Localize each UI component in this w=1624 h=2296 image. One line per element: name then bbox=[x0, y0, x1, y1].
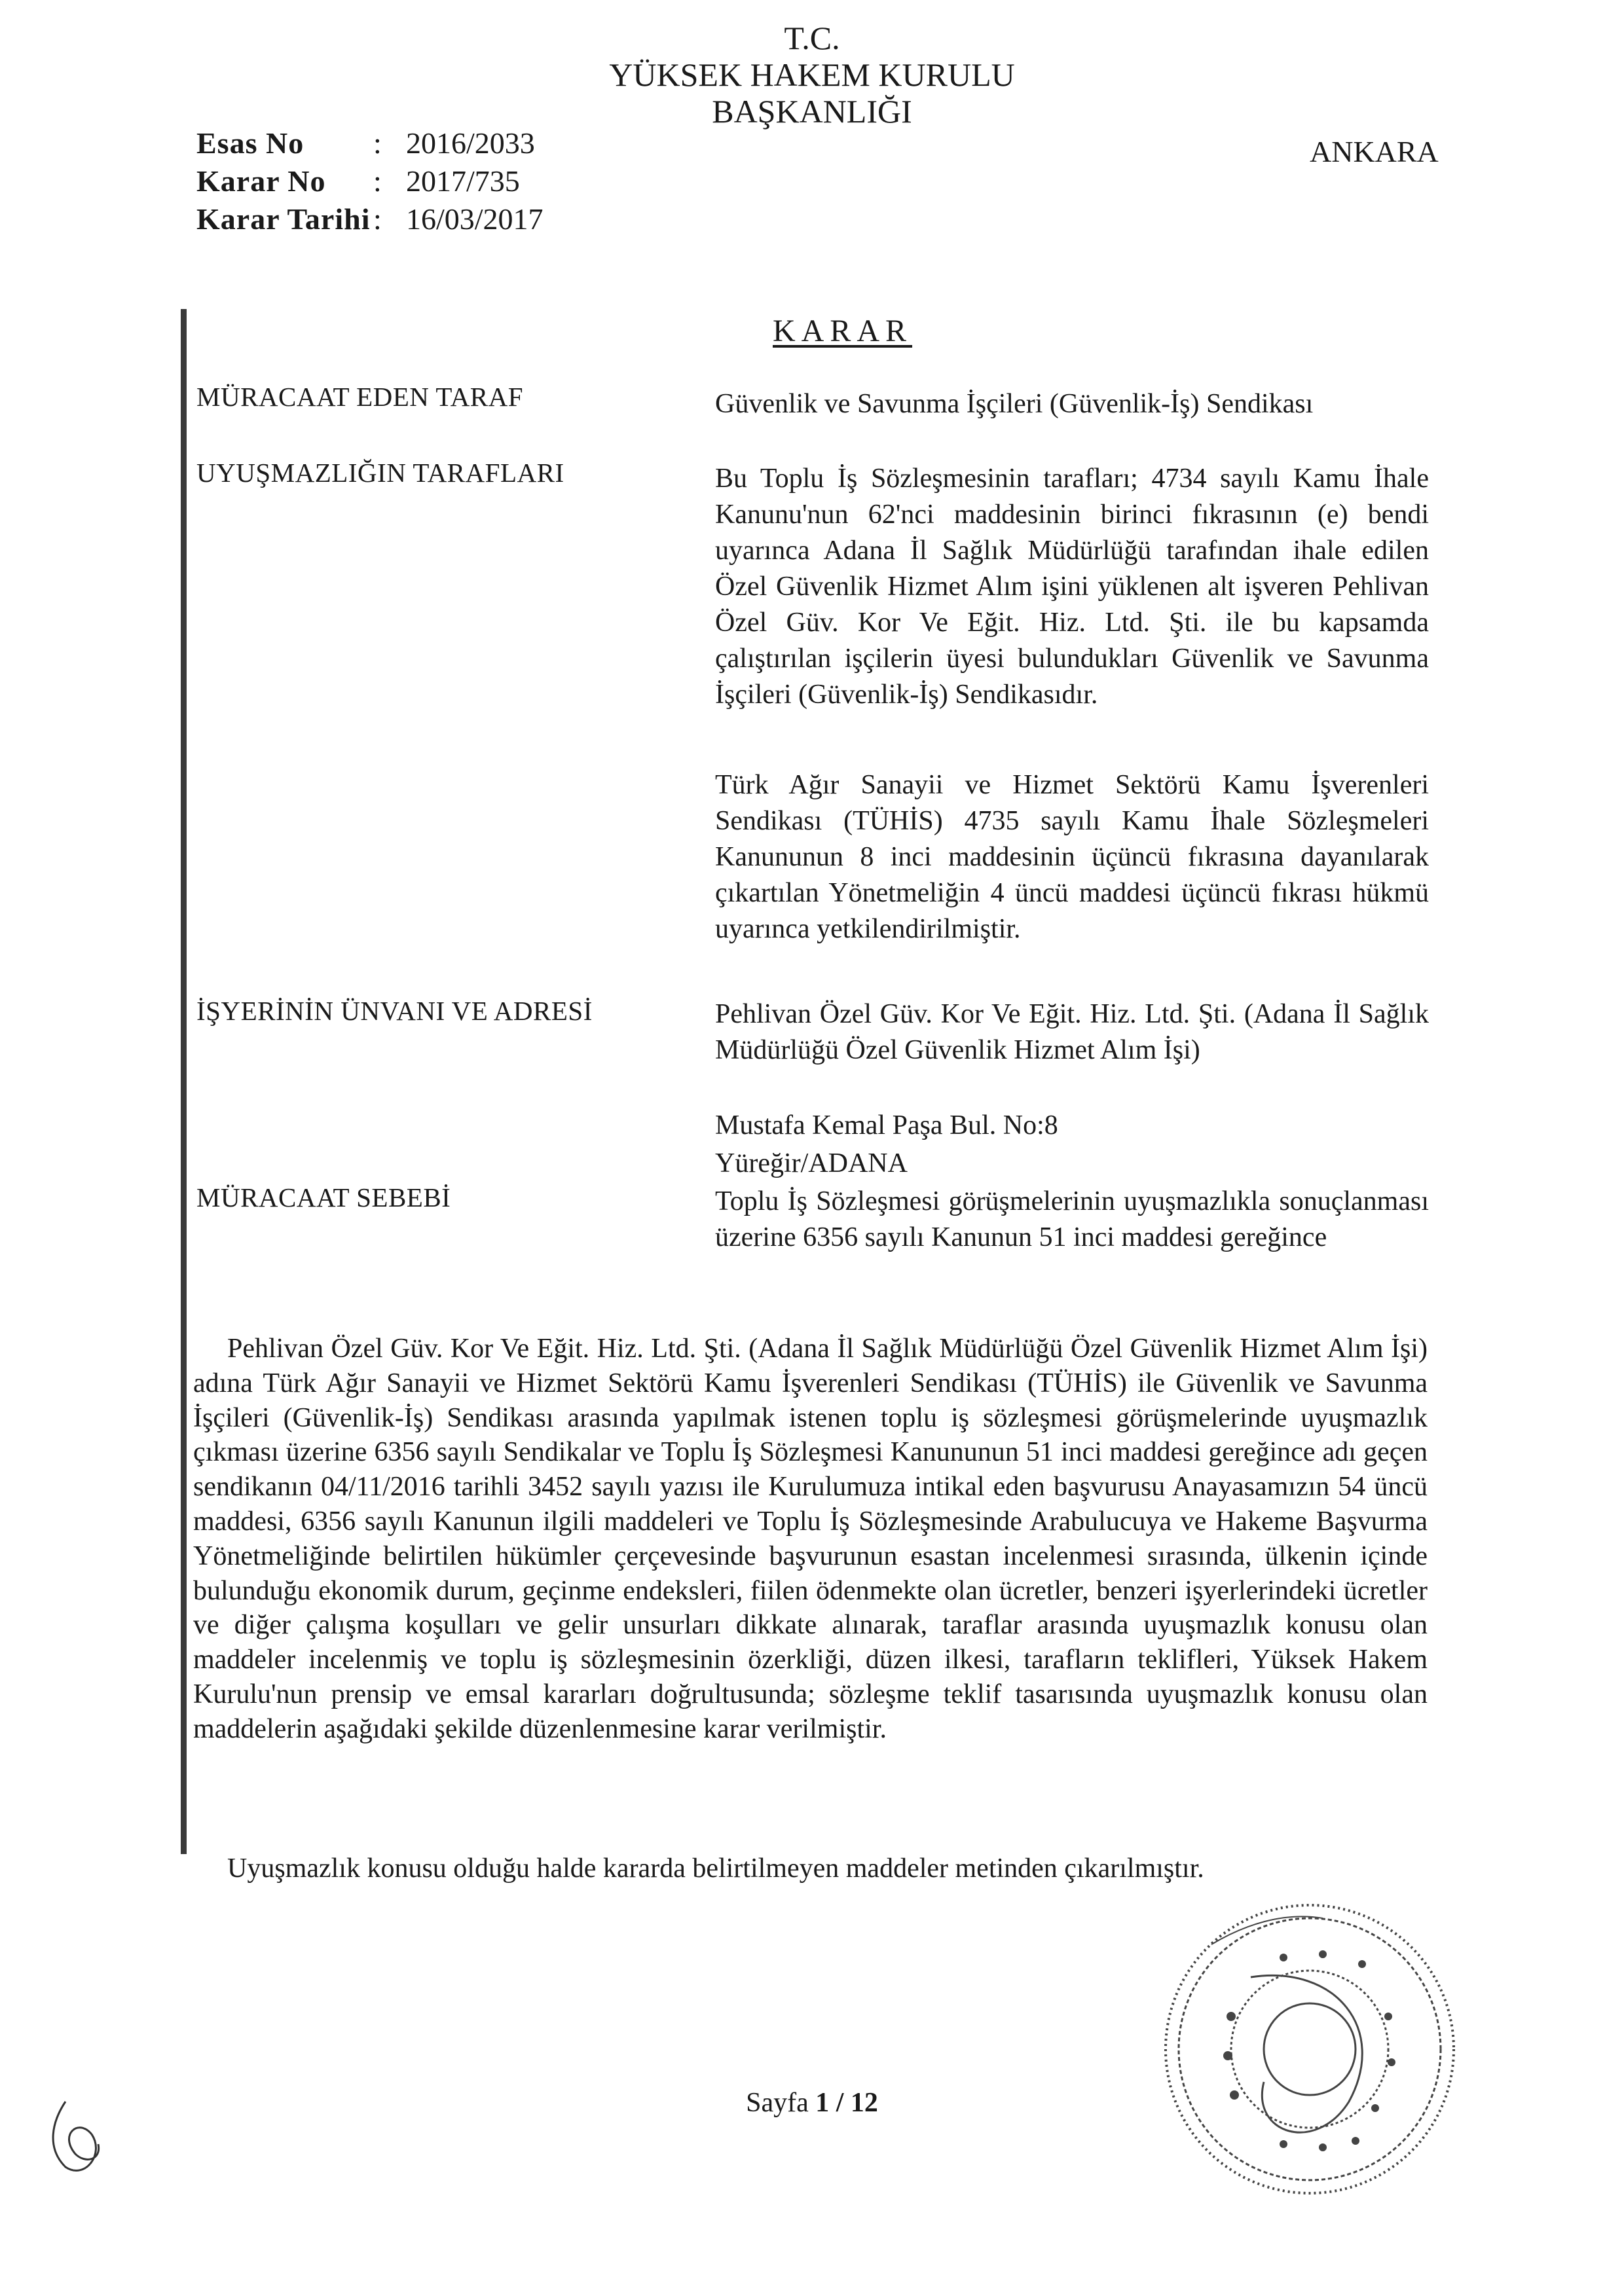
applicant-label: MÜRACAAT EDEN TARAF bbox=[196, 382, 524, 412]
case-meta-block bbox=[196, 124, 602, 238]
reason-value: Toplu İş Sözleşmesi görüşmelerinin uyuşmazlıkla sonuçlanması üzerine 6356 sayılı Kanunun 51 inci maddesi gereğince bbox=[715, 1186, 1429, 1252]
tarih-label: Karar Tarihi bbox=[196, 202, 371, 236]
margin-rule bbox=[181, 309, 187, 1854]
meta-row-esas bbox=[196, 124, 602, 162]
institution-header bbox=[557, 20, 1067, 130]
reason-label: MÜRACAAT SEBEBİ bbox=[196, 1182, 451, 1212]
esas-value: 2016/2033 bbox=[406, 126, 535, 160]
header-tc: T.C. bbox=[784, 20, 840, 56]
parties-value-2: Türk Ağır Sanayii ve Hizmet Sektörü Kamu İşverenleri Sendikası (TÜHİS) 4735 sayılı Kamu İhale Sözleşmeleri Kanununun 8 inci maddesinin üçüncü fıkrasına dayanılarak çıkartılan Yönetmeliğin 4 üncü maddesi üçüncü fıkrası hükmü uyarınca yetkilendirilmiştir. bbox=[715, 770, 1429, 944]
page-prefix: Sayfa bbox=[746, 2088, 809, 2118]
tarih-value: 16/03/2017 bbox=[406, 202, 544, 236]
parties-label: UYUŞMAZLIĞIN TARAFLARI bbox=[196, 458, 564, 488]
city-label: ANKARA bbox=[1310, 135, 1439, 168]
meta-colon: : bbox=[373, 202, 382, 236]
applicant-value: Güvenlik ve Savunma İşçileri (Güvenlik-İş) Sendikası bbox=[715, 389, 1314, 419]
decision-closing-paragraph: Uyuşmazlık konusu olduğu halde kararda belirtilmeyen maddeler metinden çıkarılmıştır. bbox=[227, 1853, 1204, 1884]
meta-row-tarih bbox=[196, 200, 602, 238]
workplace-value-name: Pehlivan Özel Güv. Kor Ve Eğit. Hiz. Ltd. Şti. (Adana İl Sağlık Müdürlüğü Özel Güvenlik Hizmet Alım İşi) bbox=[715, 999, 1429, 1065]
page-current: 1 / 12 bbox=[815, 2088, 878, 2118]
workplace-label: İŞYERİNİN ÜNVANI VE ADRESİ bbox=[196, 996, 593, 1026]
karar-label: Karar No bbox=[196, 164, 326, 198]
workplace-value-street: Mustafa Kemal Paşa Bul. No:8 bbox=[715, 1110, 1058, 1140]
page-number bbox=[720, 2087, 904, 2119]
handwritten-initial-icon bbox=[39, 2088, 118, 2187]
karar-value: 2017/735 bbox=[406, 164, 520, 198]
decision-title: KARAR bbox=[773, 314, 913, 348]
header-institution-name: YÜKSEK HAKEM KURULU bbox=[609, 56, 1015, 93]
official-stamp-icon bbox=[1153, 1886, 1467, 2213]
workplace-value-city: Yüreğir/ADANA bbox=[715, 1148, 908, 1178]
meta-row-karar bbox=[196, 162, 602, 200]
header-presidency: BAŞKANLIĞI bbox=[712, 93, 912, 130]
meta-colon: : bbox=[373, 126, 382, 160]
meta-colon: : bbox=[373, 164, 382, 198]
decision-body-paragraph: Pehlivan Özel Güv. Kor Ve Eğit. Hiz. Ltd. Şti. (Adana İl Sağlık Müdürlüğü Özel Güvenlik Hizmet Alım İşi) adına Türk Ağır Sanayii ve Hizmet Sektörü Kamu İşverenleri Sendikası (TÜHİS) ile Güvenlik ve Savunma İşçileri (Güvenlik-İş) Sendikası arasında yapılmak istenen toplu iş sözleşmesi görüşmelerinde uyuşmazlık çıkması üzerine 6356 sayılı Sendikalar ve Toplu İş Sözleşmesi Kanununun 51 inci maddesi gereğince adı geçen sendikanın 04/11/2016 tarihli 3452 sayılı yazısı ile Kurulumuza intikal eden başvurusu Anayasamızın 54 üncü maddesi, 6356 sayılı Kanunun ilgili maddeleri ve Toplu İş Sözleşmesinde Arabulucuya ve Hakeme Başvurma Yönetmeliğinde belirtilen hükümler çerçevesinde başvurunun esastan incelenmesi sırasında, ülkenin içinde bulunduğu ekonomik durum, geçinme endeksleri, fiilen ödenmekte olan ücretler, benzeri işyerlerindeki ücretler ve diğer çalışma koşulları ve gelir unsurları dikkate alınarak, taraflar arasında uyuşmazlık konusu olan maddeler incelenmiş ve toplu iş sözleşmesinin özerkliği, düzen ilkesi, tarafların teklifleri, Yüksek Hakem Kurulu'nun prensip ve emsal kararları doğrultusunda; sözleşme teklif tasarısında uyuşmazlık konusu olan maddelerin aşağıdaki şekilde düzenlenmesine karar verilmiştir. bbox=[193, 1334, 1428, 1744]
esas-label: Esas No bbox=[196, 126, 304, 160]
parties-value-1: Bu Toplu İş Sözleşmesinin tarafları; 4734 sayılı Kamu İhale Kanunu'nun 62'nci maddesinin birinci fıkrasının (e) bendi uyarınca Adana İl Sağlık Müdürlüğü tarafından ihale edilen Özel Güvenlik Hizmet Alım işini yüklenen alt işveren Pehlivan Özel Güv. Kor Ve Eğit. Hiz. Ltd. Şti. ile bu kapsamda çalıştırılan işçilerin üyesi bulundukları Güvenlik ve Savunma İşçileri (Güvenlik-İş) Sendikasıdır. bbox=[715, 464, 1429, 710]
